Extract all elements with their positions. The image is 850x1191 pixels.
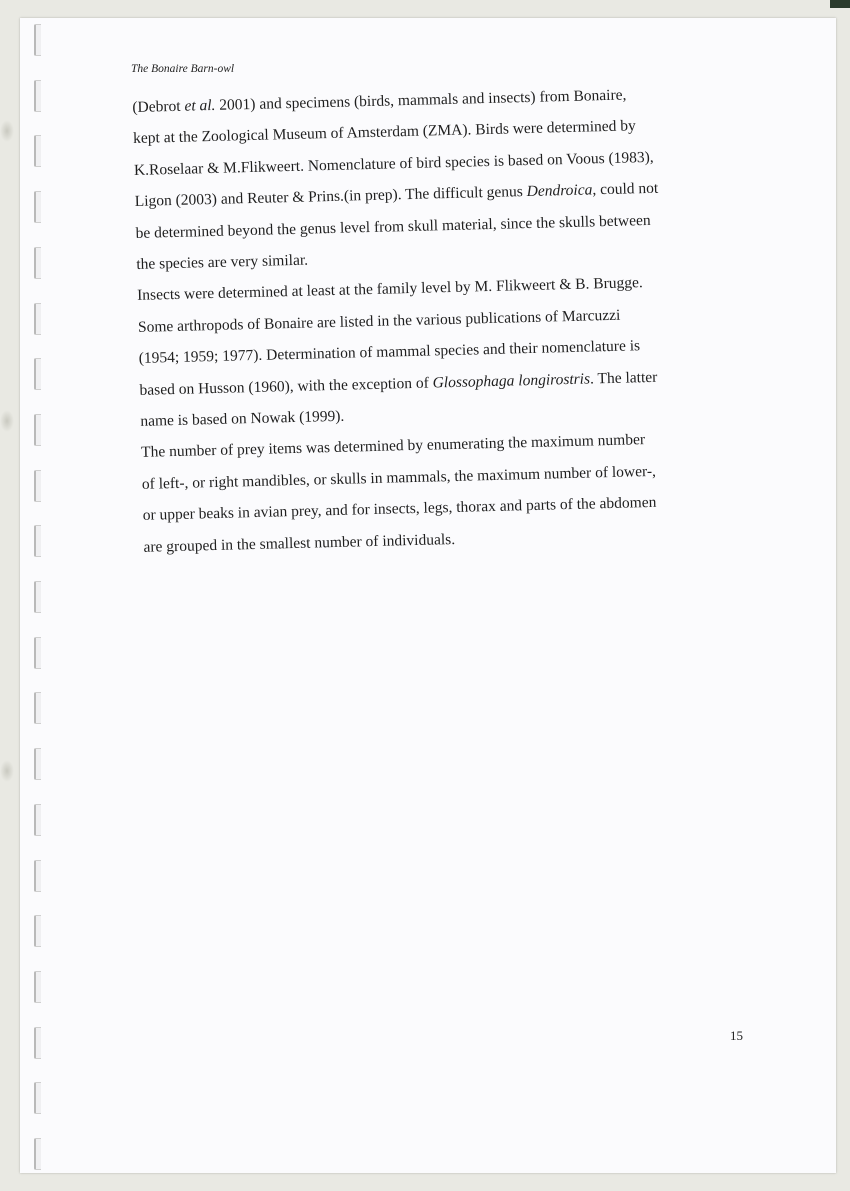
text-run: (Debrot <box>132 97 185 116</box>
text-run: Insects were determined at least at the family level by M. Flikweert & B. Brugge. <box>136 274 643 305</box>
binding-hole <box>34 80 41 112</box>
text-run: , could not <box>592 179 659 199</box>
body-text <box>132 77 744 563</box>
text-run: kept at the Zoological Museum of Amsterdam (ZMA). Birds were determined by <box>132 117 637 148</box>
text-run: the species are very similar. <box>136 251 309 273</box>
scan-corner-mark <box>830 0 850 8</box>
binding-hole <box>34 24 41 56</box>
binding-hole <box>34 247 41 279</box>
text-run: name is based on Nowak (1999). <box>140 407 345 430</box>
text-run: . The latter <box>589 368 658 388</box>
binding-hole <box>34 971 41 1003</box>
text-run: The number of prey items was determined by enumerating the maximum number <box>140 431 646 462</box>
text-run: or upper beaks in avian prey, and for insects, legs, thorax and parts of the abdomen <box>142 494 657 525</box>
binding-hole <box>34 470 41 502</box>
text-run: be determined beyond the genus level from skull material, since the skulls between <box>135 211 651 242</box>
binding-hole <box>34 1138 41 1170</box>
binding-holes <box>20 18 60 1173</box>
binding-hole <box>34 637 41 669</box>
binding-hole <box>34 358 41 390</box>
text-run: are grouped in the smallest number of individuals. <box>143 530 456 556</box>
binding-hole <box>34 191 41 223</box>
binding-hole <box>34 860 41 892</box>
binding-hole <box>34 303 41 335</box>
binding-hole <box>34 581 41 613</box>
binding-hole <box>34 748 41 780</box>
scan-speck <box>0 760 14 782</box>
running-header: The Bonaire Barn-owl <box>131 63 235 75</box>
italic-text: Dendroica <box>526 181 593 201</box>
text-run: 2001) and specimens (birds, mammals and insects) from Bonaire, <box>215 86 627 114</box>
binding-hole <box>34 804 41 836</box>
italic-text: Glossophaga longirostris <box>432 370 591 392</box>
page-number: 15 <box>730 1028 743 1043</box>
scan-speck <box>0 410 14 432</box>
binding-hole <box>34 525 41 557</box>
text-run: Some arthropods of Bonaire are listed in the various publications of Marcuzzi <box>137 306 621 336</box>
text-run: based on Husson (1960), with the exception of <box>139 374 433 399</box>
binding-hole <box>34 135 41 167</box>
binding-hole <box>34 915 41 947</box>
text-run: K.Roselaar & M.Flikweert. Nomenclature of bird species is based on Voous (1983), <box>133 148 654 179</box>
binding-hole <box>34 692 41 724</box>
binding-hole <box>34 414 41 446</box>
scan-speck <box>0 120 14 142</box>
binding-hole <box>34 1082 41 1114</box>
scanned-page <box>20 18 836 1173</box>
text-run: of left-, or right mandibles, or skulls in mammals, the maximum number of lower-, <box>141 462 657 493</box>
text-run: (1954; 1959; 1977). Determination of mammal species and their nomenclature is <box>138 337 641 368</box>
binding-hole <box>34 1027 41 1059</box>
italic-text: et al. <box>184 96 216 115</box>
text-run: Ligon (2003) and Reuter & Prins.(in prep). The difficult genus <box>134 183 527 211</box>
